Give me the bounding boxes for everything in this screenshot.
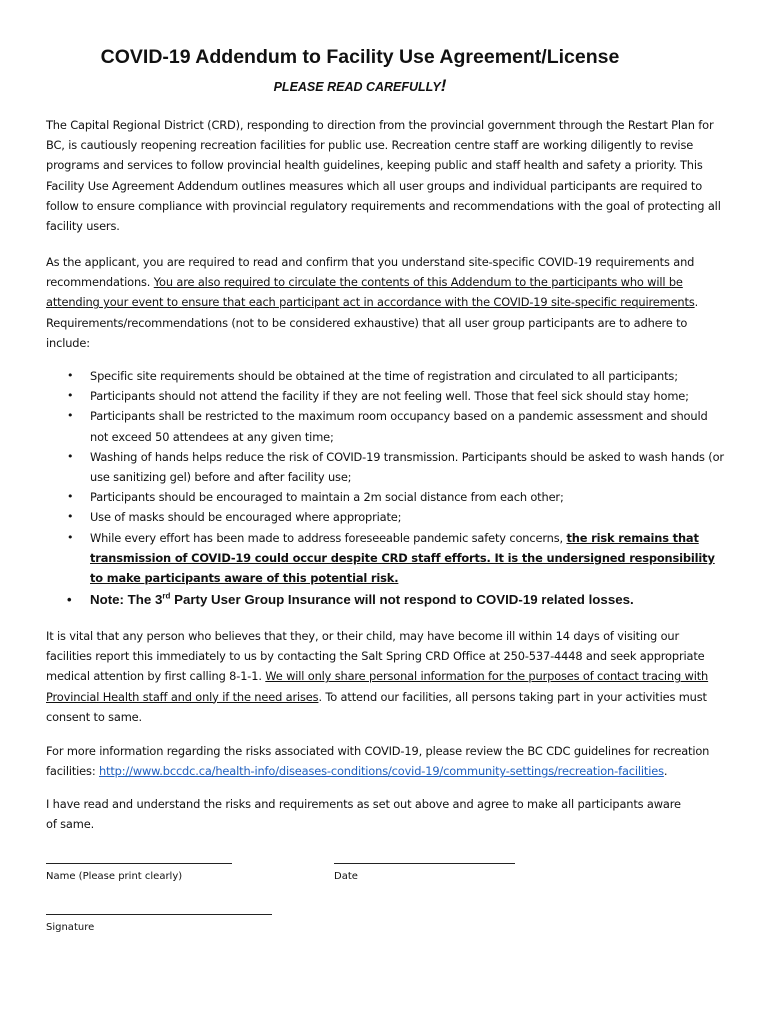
applicant-text-2: . Requirements/recommendations (not to be considered exhaustive) that all user group participants are to adhere to include:: [46, 295, 699, 350]
name-label: Name (Please print clearly): [46, 871, 183, 882]
applicant-paragraph: [46, 252, 726, 353]
bullet-icon: •: [67, 449, 74, 463]
list-item-text: Participants should be encouraged to maintain a 2m social distance from each other;: [90, 490, 564, 505]
note-text-2: Party User Group Insurance will not respond to COVID-19 related losses.: [170, 592, 634, 608]
info-end: .: [663, 764, 668, 779]
document-title: COVID-19 Addendum to Facility Use Agreement/License: [100, 46, 620, 68]
info-paragraph: [46, 741, 726, 781]
list-item: [46, 386, 726, 406]
vital-underlined-text: We will only share personal information for the purposes of contact tracing with Provincial Health staff and only if the need arises: [46, 669, 709, 704]
list-item-risk: [46, 528, 726, 589]
date-signature-line[interactable]: [334, 863, 515, 864]
bullet-icon: •: [67, 409, 74, 423]
document-subtitle: [0, 76, 720, 96]
list-item-text: Use of masks should be encouraged where appropriate;: [90, 510, 402, 525]
vital-text-1: It is vital that any person who believes that they, or their child, may have become ill within 14 days of visiting our facilities report this immediately to us by contacting the Salt Spring CRD Office at 250-537-4448 and seek appropriate medical attention by first calling 8-1-1.: [46, 629, 705, 684]
risk-text: While every effort has been made to address foreseeable pandemic safety concerns,: [90, 530, 567, 545]
bullet-icon: •: [67, 530, 74, 544]
list-item: [46, 507, 726, 527]
agreement-paragraph: I have read and understand the risks and requirements as set out above and agree to make all participants aware of same.: [46, 797, 681, 832]
signature-label: Signature: [46, 922, 95, 933]
list-item-insurance-note: [46, 588, 726, 611]
list-item: [46, 487, 726, 507]
bullet-icon: •: [67, 490, 74, 504]
list-item: [46, 406, 726, 446]
note-text-1: Note: The 3: [90, 592, 163, 608]
name-signature-line[interactable]: [46, 863, 232, 864]
requirements-list: [46, 366, 726, 611]
info-text: For more information regarding the risks associated with COVID-19, please review the BC CDC guidelines for recreation facilities:: [46, 744, 710, 779]
risk-warning-text: the risk remains that transmission of COVID-19 could occur despite CRD staff efforts. It is the undersigned responsibility to make participants aware of this potential risk.: [90, 530, 715, 586]
list-item: [46, 447, 726, 487]
intro-paragraph: The Capital Regional District (CRD), responding to direction from the provincial government through the Restart Plan for BC, is cautiously reopening recreation facilities for public use. Recreation centre staff are working diligently to revise programs and services to follow provincial health guidelines, keeping public and staff health and safety a priority. This Facility Use Agreement Addendum outlines measures which all user groups and individual participants are required to follow to ensure compliance with provincial regulatory requirements and recommendations with the goal of protecting all facility users.: [46, 118, 721, 234]
bullet-icon: •: [67, 510, 74, 524]
applicant-text-1: As the applicant, you are required to read and confirm that you understand site-specific COVID-19 requirements and recommendations.: [46, 255, 695, 290]
list-item-text: Participants should not attend the facility if they are not feeling well. Those that feel sick should stay home;: [90, 389, 689, 404]
subtitle-text: PLEASE READ CAREFULLY: [273, 80, 441, 94]
list-item-text: Washing of hands helps reduce the risk of COVID-19 transmission. Participants should be asked to wash hands (or use sanitizing gel) before and after facility use;: [90, 449, 724, 485]
list-item-text: Specific site requirements should be obtained at the time of registration and circulated to all participants;: [90, 369, 678, 383]
list-item: [46, 366, 726, 386]
bullet-icon: •: [67, 369, 74, 382]
signature-line[interactable]: [46, 914, 272, 915]
subtitle-exclamation: !: [440, 76, 447, 95]
bullet-icon: •: [67, 592, 72, 608]
vital-text-2: . To attend our facilities, all persons taking part in your activities must consent to same.: [46, 689, 707, 724]
note-superscript: rd: [162, 591, 171, 601]
date-label: Date: [334, 871, 358, 882]
vital-paragraph: [46, 626, 726, 727]
applicant-underlined-text: You are also required to circulate the contents of this Addendum to the participants who will be attending your event to ensure that each participant act in accordance with the COVID-19 site-specific requirements: [46, 275, 695, 310]
list-item-text: Participants shall be restricted to the maximum room occupancy based on a pandemic assessment and should not exceed 50 attendees at any given time;: [90, 409, 708, 444]
bccdc-guidelines-link[interactable]: http://www.bccdc.ca/health-info/diseases-conditions/covid-19/community-settings/recreation-facilities: [98, 764, 664, 779]
bullet-icon: •: [67, 389, 74, 403]
